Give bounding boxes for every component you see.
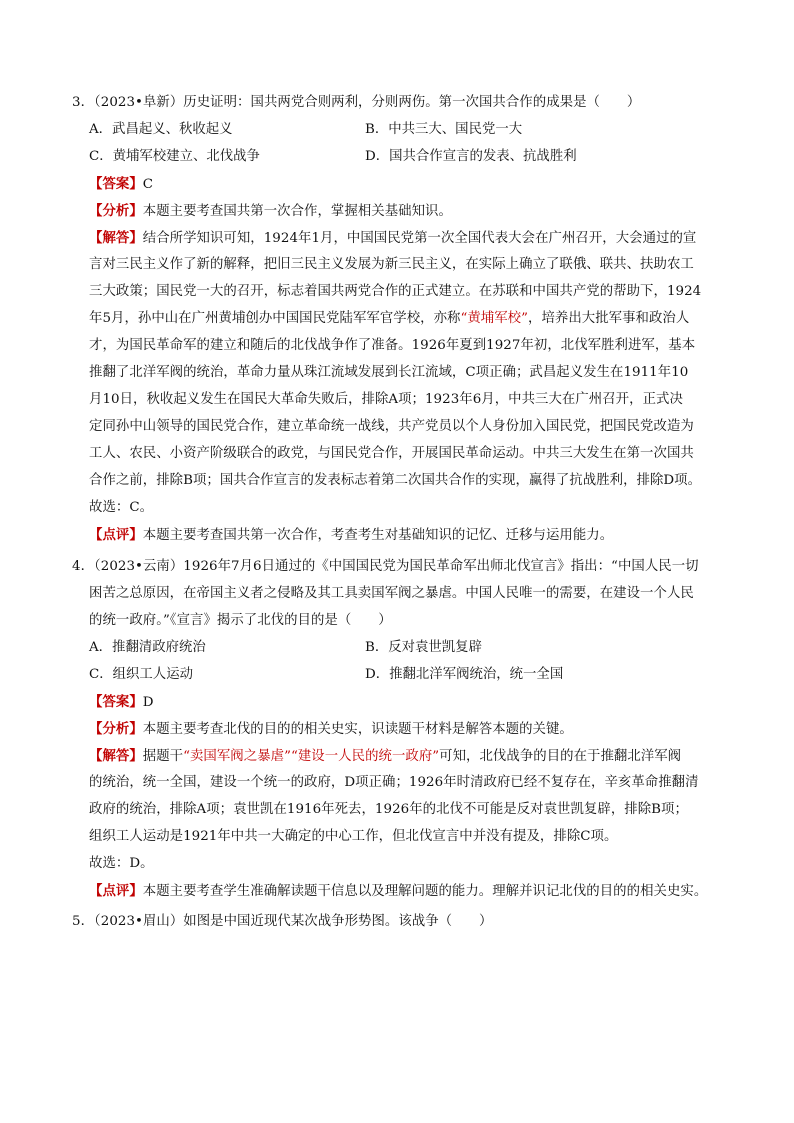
analysis-text: 本题主要考查北伐的目的的相关史实，识读题干材料是解答本题的关键。 [142, 722, 573, 737]
solution-text: 年5月，孙中山在广州黄埔创办中国国民党陆军军官学校，亦称 [89, 311, 461, 326]
question-4-analysis [89, 719, 729, 740]
highlighted-text: “卖国军阀之暴虐”“建设一人民的统一政府” [183, 749, 440, 764]
question-4-solution-line-4: 组织工人运动是1921年中共一大确定的中心工作，但北伐宣言中并没有提及，排除C项。 [89, 829, 618, 844]
question-3-solution-line-8: 定同孙中山领导的国民党合作，建立革命统一战线，共产党员以个人身份加入国民党，把国民党改造为 [89, 419, 694, 434]
question-4-stem-line-3: 的统一政府。”《宣言》揭示了北伐的目的是（ ） [89, 613, 392, 628]
question-4-option-a: A．推翻清政府统治 [89, 640, 206, 655]
solution-text: 结合所学知识可知，1924年1月，中国国民党第一次全国代表大会在广州召开，大会通过的宣 [142, 231, 697, 246]
solution-tag: 【解答】 [89, 230, 143, 246]
highlighted-text: “黄埔军校” [460, 311, 529, 326]
question-4-option-b: B．反对袁世凯复辟 [365, 640, 482, 655]
question-3-answer [89, 174, 729, 195]
question-4-solution-choice: 故选：D。 [89, 856, 154, 871]
analysis-text: 本题主要考查国共第一次合作，掌握相关基础知识。 [142, 204, 452, 219]
answer-value: D [142, 695, 154, 710]
question-3-option-b: B．中共三大、国民党一大 [365, 122, 523, 137]
question-3-solution-line-7: 月10日，秋收起义发生在国民大革命失败后，排除A项；1923年6月，中共三大在广州召开，正式决 [89, 392, 683, 407]
comment-tag: 【点评】 [89, 883, 143, 899]
question-3-solution-line-1 [89, 228, 729, 249]
question-4-comment [89, 881, 729, 902]
question-3-solution-line-9: 工人、农民、小资产阶级联合的政党，与国民党合作，开展国民革命运动。中共三大发生在第一次国共 [89, 446, 694, 461]
question-3-solution-choice: 故选：C。 [89, 500, 154, 515]
question-4-option-c: C．组织工人运动 [89, 667, 193, 682]
question-3-solution-line-4 [89, 309, 729, 329]
solution-text: 据题干 [142, 749, 184, 764]
question-3-option-c: C．黄埔军校建立、北伐战争 [89, 149, 260, 164]
question-4-solution-line-1 [89, 746, 729, 767]
analysis-tag: 【分析】 [89, 721, 143, 737]
answer-tag: 【答案】 [89, 694, 143, 710]
question-3-comment [89, 525, 729, 546]
question-3-solution-line-2: 言对三民主义作了新的解释，把旧三民主义发展为新三民主义，在实际上确立了联俄、联共、扶助农工 [89, 257, 694, 272]
answer-tag: 【答案】 [89, 176, 143, 192]
solution-text: 可知，北伐战争的目的在于推翻北洋军阀 [439, 749, 682, 764]
question-3-solution-line-5: 才，为国民革命军的建立和随后的北伐战争作了准备。1926年夏到1927年初，北伐军胜利进军，基本 [89, 338, 696, 353]
comment-tag: 【点评】 [89, 527, 143, 543]
question-3-solution-line-6: 推翻了北洋军阀的统治，革命力量从珠江流域发展到长江流域，C项正确；武昌起义发生在1911年10 [89, 365, 689, 380]
question-4-answer [89, 692, 729, 713]
question-3-solution-line-10: 合作之前，排除B项；国共合作宣言的发表标志着第二次国共合作的实现，赢得了抗战胜利，排除D项。 [89, 473, 702, 488]
question-3-option-a: A．武昌起义、秋收起义 [89, 122, 233, 137]
question-4-solution-line-2: 的统治，统一全国，建设一个统一的政府，D项正确；1926年时清政府已经不复存在，辛亥革命推翻清 [89, 775, 699, 790]
question-4-stem-line-1: 4．（2023•云南）1926年7月6日通过的《中国国民党为国民革命军出师北伐宣言》指出：“中国人民一切 [72, 559, 699, 574]
comment-text: 本题主要考查学生准确解读题干信息以及理解问题的能力。理解并识记北伐的目的的相关史实。 [142, 884, 708, 899]
question-5-stem: 5．（2023•眉山）如图是中国近现代某次战争形势图。该战争（ ） [72, 914, 493, 929]
comment-text: 本题主要考查国共第一次合作，考查考生对基础知识的记忆、迁移与运用能力。 [142, 528, 614, 543]
question-3-analysis [89, 201, 729, 222]
question-3-stem: 3．（2023•阜新）历史证明：国共两党合则两利，分则两伤。第一次国共合作的成果是（ ） [72, 95, 641, 110]
answer-value: C [142, 177, 154, 192]
question-3-solution-line-3: 三大政策；国民党一大的召开，标志着国共两党合作的正式建立。在苏联和中国共产党的帮助下，1924 [89, 284, 702, 299]
question-4-solution-line-3: 政府的统治，排除A项；袁世凯在1916年死去，1926年的北伐不可能是反对袁世凯复辟，排除B项； [89, 802, 688, 817]
question-4-stem-line-2: 困苦之总原因，在帝国主义者之侵略及其工具卖国军阀之暴虐。中国人民唯一的需要，在建设一个人民 [89, 586, 694, 601]
solution-tag: 【解答】 [89, 748, 143, 764]
analysis-tag: 【分析】 [89, 203, 143, 219]
question-4-option-d: D．推翻北洋军阀统治，统一全国 [365, 667, 564, 682]
solution-text: ，培养出大批军事和政治人 [528, 311, 690, 326]
question-3-option-d: D．国共合作宣言的发表、抗战胜利 [365, 149, 577, 164]
